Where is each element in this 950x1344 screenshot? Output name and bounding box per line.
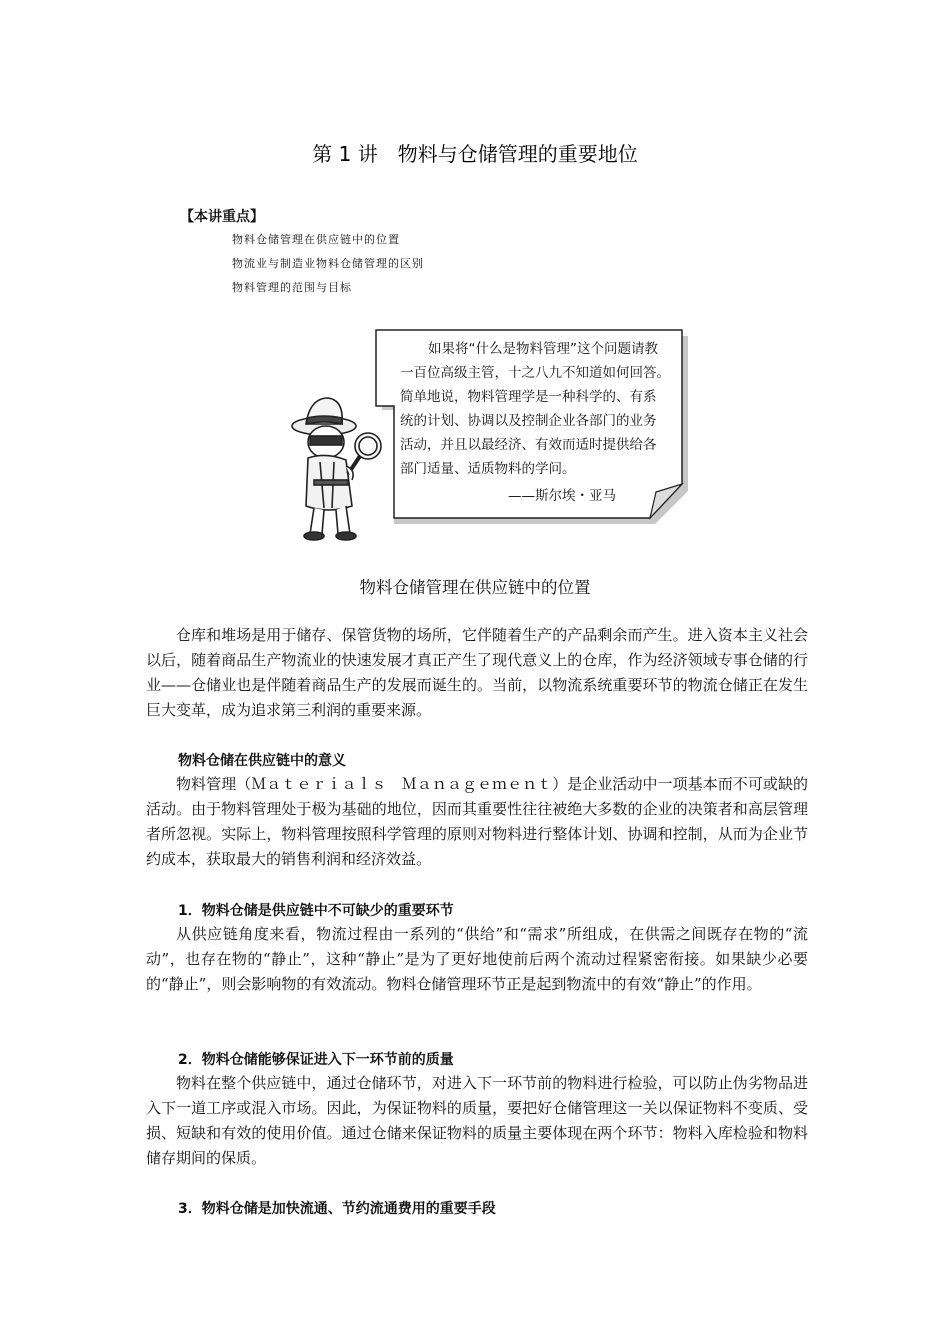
quote-line: 活动，并且以最经济、有效而适时提供给各 xyxy=(400,437,657,453)
paragraph-text: 物料管理（Ｍａｔｅｒｉａｌｓ Ｍａｎａｇｅｍｅｎｔ）是企业活动中一项基本而不可或缺的活动。由于物料管理处于极为基础的地位，因而其重要性往往被绝大多数的企业的决策者和高层管理者所忽视。实际上，物料管理按照科学管理的原则对物料进行整体计划、协调和控制，从而为企业节约成本，获取最大的销售利润和经济效益。 xyxy=(146,775,808,868)
quote-line: 统的计划、协调以及控制企业各部门的业务 xyxy=(400,413,657,429)
point2-paragraph xyxy=(146,1071,808,1171)
detective-illustration xyxy=(276,384,396,544)
meaning-paragraph xyxy=(146,772,808,872)
subsection-heading: 2．物料仓储能够保证进入下一环节前的质量 xyxy=(178,1052,454,1068)
paragraph-text: 仓库和堆场是用于储存、保管货物的场所，它伴随着生产的产品剩余而产生。进入资本主义社会以后，随着商品生产物流业的快速发展才真正产生了现代意义上的仓库，作为经济领域专事仓储的行业——仓储业也是伴随着商品生产的发展而诞生的。当前，以物流系统重要环节的物流仓储正在发生巨大变革，成为追求第三利润的重要来源。 xyxy=(146,626,808,719)
key-points-heading: 【本讲重点】 xyxy=(180,209,264,225)
paragraph-text: 物料在整个供应链中，通过仓储环节，对进入下一环节前的物料进行检验，可以防止伪劣物品进入下一道工序或混入市场。因此，为保证物料的质量，要把好仓储管理这一关以保证物料不变质、受损、短缺和有效的使用价值。通过仓储来保证物料的质量主要体现在两个环节：物料入库检验和物料储存期间的保质。 xyxy=(146,1074,808,1167)
quote-line: 如果将“什么是物料管理”这个问题请教 xyxy=(428,341,658,357)
quote-text xyxy=(400,337,685,481)
quote-line: 部门适量、适质物料的学问。 xyxy=(400,461,576,477)
paragraph-text: 从供应链角度来看，物流过程由一系列的“供给”和“需求”所组成，在供需之间既存在物的“流动”，也存在物的“静止”，这种“静止”是为了更好地使前后两个流动过程紧密衔接。如果缺少必要的“静止”，则会影响物的有效流动。物料仓储管理环节正是起到物流中的有效“静止”的作用。 xyxy=(146,925,808,993)
quote-line: 简单地说，物料管理学是一种科学的、有系 xyxy=(400,389,657,405)
subsection-heading: 物料仓储在供应链中的意义 xyxy=(178,753,346,769)
section-title: 物料仓储管理在供应链中的位置 xyxy=(359,578,591,597)
page-title: 第 1 讲 物料与仓储管理的重要地位 xyxy=(312,142,638,166)
key-point-item: 物料管理的范围与目标 xyxy=(232,281,352,294)
quote-line: 一百位高级主管，十之八九不知道如何回答。 xyxy=(400,365,670,381)
subsection-heading: 3．物料仓储是加快流通、节约流通费用的重要手段 xyxy=(178,1201,496,1217)
key-point-item: 物料仓储管理在供应链中的位置 xyxy=(232,233,400,246)
subsection-heading: 1．物料仓储是供应链中不可缺少的重要环节 xyxy=(178,903,454,919)
quote-author: ——斯尔埃・亚马 xyxy=(508,488,616,504)
intro-paragraph xyxy=(146,623,808,723)
key-point-item: 物流业与制造业物料仓储管理的区别 xyxy=(232,257,424,270)
point1-paragraph xyxy=(146,922,808,997)
